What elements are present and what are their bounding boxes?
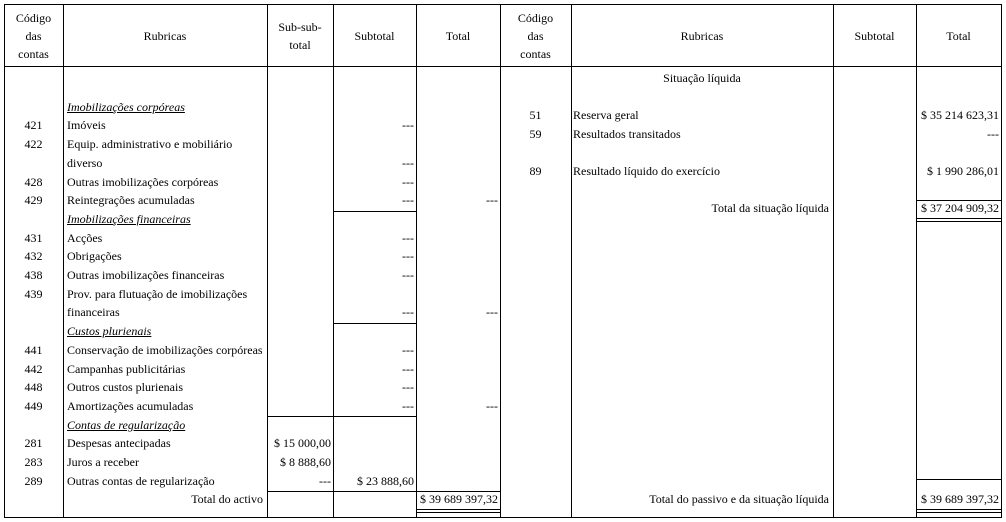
- account-label: financeiras: [67, 305, 120, 320]
- sub-sub-total-group-rule: [267, 416, 333, 417]
- subtotal-value: ---: [402, 305, 414, 320]
- group-title: Imobilizações corpóreas: [67, 99, 185, 114]
- header-total-right: Total: [946, 29, 971, 43]
- account-label: Imóveis: [67, 118, 106, 133]
- account-code: 439: [24, 286, 43, 301]
- column-rule: [916, 4, 917, 517]
- account-code: 449: [24, 398, 43, 413]
- account-label: Campanhas publicitárias: [67, 361, 186, 376]
- account-code: 441: [24, 342, 43, 357]
- account-label: Resultado líquido do exercício: [573, 164, 720, 178]
- subtotal-value: ---: [402, 174, 414, 189]
- subtotal-value: ---: [402, 361, 414, 376]
- account-label: Despesas antecipadas: [67, 436, 171, 451]
- sub-sub-total-value: $ 15 000,00: [274, 436, 331, 451]
- subtotal-value: ---: [402, 193, 414, 208]
- total-value: ---: [987, 127, 999, 141]
- account-code: 442: [24, 361, 43, 376]
- double-rule: [916, 509, 1001, 510]
- subtotal-value: ---: [402, 155, 414, 170]
- totals-rule: [267, 491, 333, 492]
- account-label: Outras imobilizações corpóreas: [67, 174, 219, 189]
- group-title: Imobilizações financeiras: [67, 211, 191, 226]
- subtotal-group-rule: [333, 211, 416, 212]
- account-label: Juros a receber: [67, 455, 139, 469]
- header-bottom-rule: [4, 66, 1002, 67]
- column-rule: [416, 4, 417, 517]
- account-code: 428: [24, 174, 43, 189]
- grand-total-label: Total do activo: [191, 492, 263, 506]
- account-code: 432: [24, 249, 43, 264]
- section-total-label: Total da situação líquida: [711, 201, 829, 215]
- account-label: diverso: [67, 155, 103, 170]
- subtotal-value: ---: [402, 380, 414, 395]
- account-label: Prov. para flutuação de imobilizações: [67, 286, 248, 301]
- total-rule: [916, 479, 1001, 480]
- double-rule: [916, 218, 1001, 219]
- subtotal-value: ---: [402, 342, 414, 357]
- double-rule: [416, 512, 500, 513]
- column-rule: [500, 4, 501, 517]
- account-code: 59: [529, 127, 542, 141]
- header-subtotal-right: Subtotal: [854, 29, 895, 43]
- account-label: Conservação de imobilizações corpóreas: [67, 342, 263, 357]
- account-code: 289: [24, 473, 43, 488]
- account-code: 422: [24, 137, 43, 152]
- header-codigo-right: Código das contas: [517, 11, 554, 61]
- header-rubricas: Rubricas: [143, 29, 187, 43]
- total-value: ---: [486, 398, 498, 413]
- column-rule: [63, 4, 64, 517]
- column-rule: [833, 4, 834, 517]
- total-value: $ 1 990 286,01: [927, 164, 999, 178]
- account-label: Equip. administrativo e mobiliário: [67, 137, 233, 152]
- subtotal-value: ---: [402, 249, 414, 264]
- account-code: 431: [24, 230, 43, 245]
- account-label: Resultados transitados: [573, 127, 681, 141]
- group-title: Custos plurienais: [67, 324, 152, 339]
- account-label: Amortizações acumuladas: [67, 398, 194, 413]
- group-title: Contas de regularização: [67, 417, 186, 432]
- account-code: 421: [24, 118, 43, 133]
- total-value: $ 35 214 623,31: [921, 108, 999, 122]
- account-label: Obrigações: [67, 249, 122, 264]
- sub-sub-total-value: ---: [319, 473, 331, 488]
- subtotal-value: ---: [402, 230, 414, 245]
- grand-total-value: $ 39 689 397,32: [921, 492, 999, 506]
- account-code: 438: [24, 268, 43, 282]
- grand-total-value: $ 39 689 397,32: [420, 492, 498, 506]
- subtotal-value: ---: [402, 118, 414, 133]
- account-code: 89: [529, 164, 542, 178]
- column-rule: [1001, 4, 1002, 517]
- header-total: Total: [445, 29, 471, 43]
- account-label: Reserva geral: [573, 108, 639, 122]
- account-label: Reintegrações acumuladas: [67, 193, 195, 208]
- account-label: Outros custos plurienais: [67, 380, 183, 395]
- table-bottom-rule: [4, 517, 1002, 518]
- account-code: 283: [24, 455, 43, 469]
- account-label: Acções: [67, 230, 103, 245]
- subtotal-group-rule: [333, 323, 416, 324]
- table-top-rule: [4, 4, 1002, 5]
- account-label: Outras imobilizações financeiras: [67, 268, 225, 282]
- account-code: 281: [24, 436, 43, 451]
- section-total-value: $ 37 204 909,32: [921, 201, 999, 215]
- grand-total-label: Total do passivo e da situação líquida: [649, 492, 829, 506]
- total-value: ---: [486, 193, 498, 208]
- header-subtotal: Subtotal: [354, 29, 395, 43]
- section-title: Situação líquida: [663, 71, 741, 85]
- account-code: 448: [24, 380, 43, 395]
- header-rubricas-right: Rubricas: [680, 29, 724, 43]
- subtotal-value: ---: [402, 398, 414, 413]
- header-sub-sub-total: Sub-sub- total: [278, 20, 322, 52]
- account-label: Outras contas de regularização: [67, 473, 215, 488]
- total-value: ---: [486, 305, 498, 320]
- account-code: 429: [24, 193, 43, 208]
- header-codigo: Código das contas: [15, 11, 52, 61]
- double-rule: [916, 221, 1001, 222]
- subtotal-group-rule: [333, 416, 416, 417]
- sub-sub-total-value: $ 8 888,60: [280, 455, 331, 469]
- subtotal-value: ---: [402, 268, 414, 282]
- account-code: 51: [529, 108, 542, 122]
- double-rule: [416, 509, 500, 510]
- double-rule: [916, 512, 1001, 513]
- subtotal-value: $ 23 888,60: [357, 473, 414, 488]
